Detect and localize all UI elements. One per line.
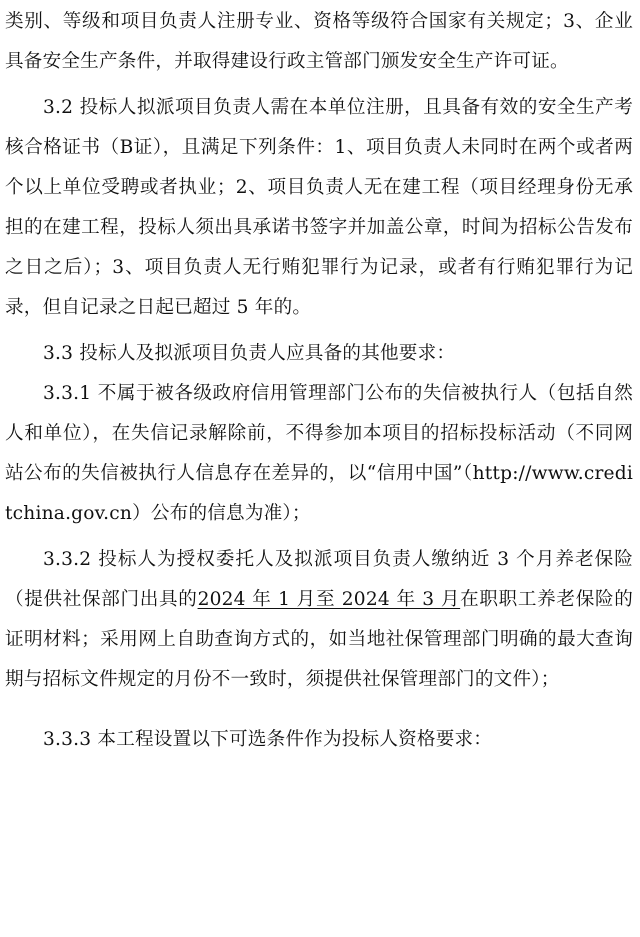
pension-text-before: 3.3.2 投标人为授权委托人及拟派项目负责人缴纳近 3 个月养老保险（提供社保部门出具的 [5,549,633,610]
paragraph-3-3-3-optional: 3.3.3 本工程设置以下可选条件作为投标人资格要求： [43,729,493,750]
paragraph-3-3-2-pension [5,540,633,700]
paragraph-qualification-continued: 类别、等级和项目负责人注册专业、资格等级符合国家有关规定；3、企业具备安全生产条件，并取得建设行政主管部门颁发安全生产许可证。 [5,11,633,72]
paragraph-3-2-project-manager: 3.2 投标人拟派项目负责人需在本单位注册，且具备有效的安全生产考核合格证书（B证），且满足下列条件：1、项目负责人未同时在两个或者两个以上单位受聘或者执业；2、项目负责人无在建工程（项目经理身份无承担的在建工程，投标人须出具承诺书签字并加盖公章，时间为招标公告发布之日之后）；3、项目负责人无行贿犯罪行为记录，或者有行贿犯罪行为记录，但自记录之日起已超过 5 年的。 [5,97,633,318]
paragraph-3-3-1-credit: 3.3.1 不属于被各级政府信用管理部门公布的失信被执行人（包括自然人和单位），在失信记录解除前，不得参加本项目的招标投标活动（不同网站公布的失信被执行人信息存在差异的，以“信用中国”（http://www.creditchina.gov.cn）公布的信息为准）； [5,383,633,524]
pension-text-after: 在职职工养老保险的证明材料；采用网上自助查询方式的，如当地社保管理部门明确的最大查询期与招标文件规定的月份不一致时，须提供社保管理部门的文件）； [5,589,633,690]
paragraph-3-3-other-requirements: 3.3 投标人及拟派项目负责人应具备的其他要求： [43,343,456,364]
pension-period-underlined: 2024 年 1 月至 2024 年 3 月 [197,589,461,610]
